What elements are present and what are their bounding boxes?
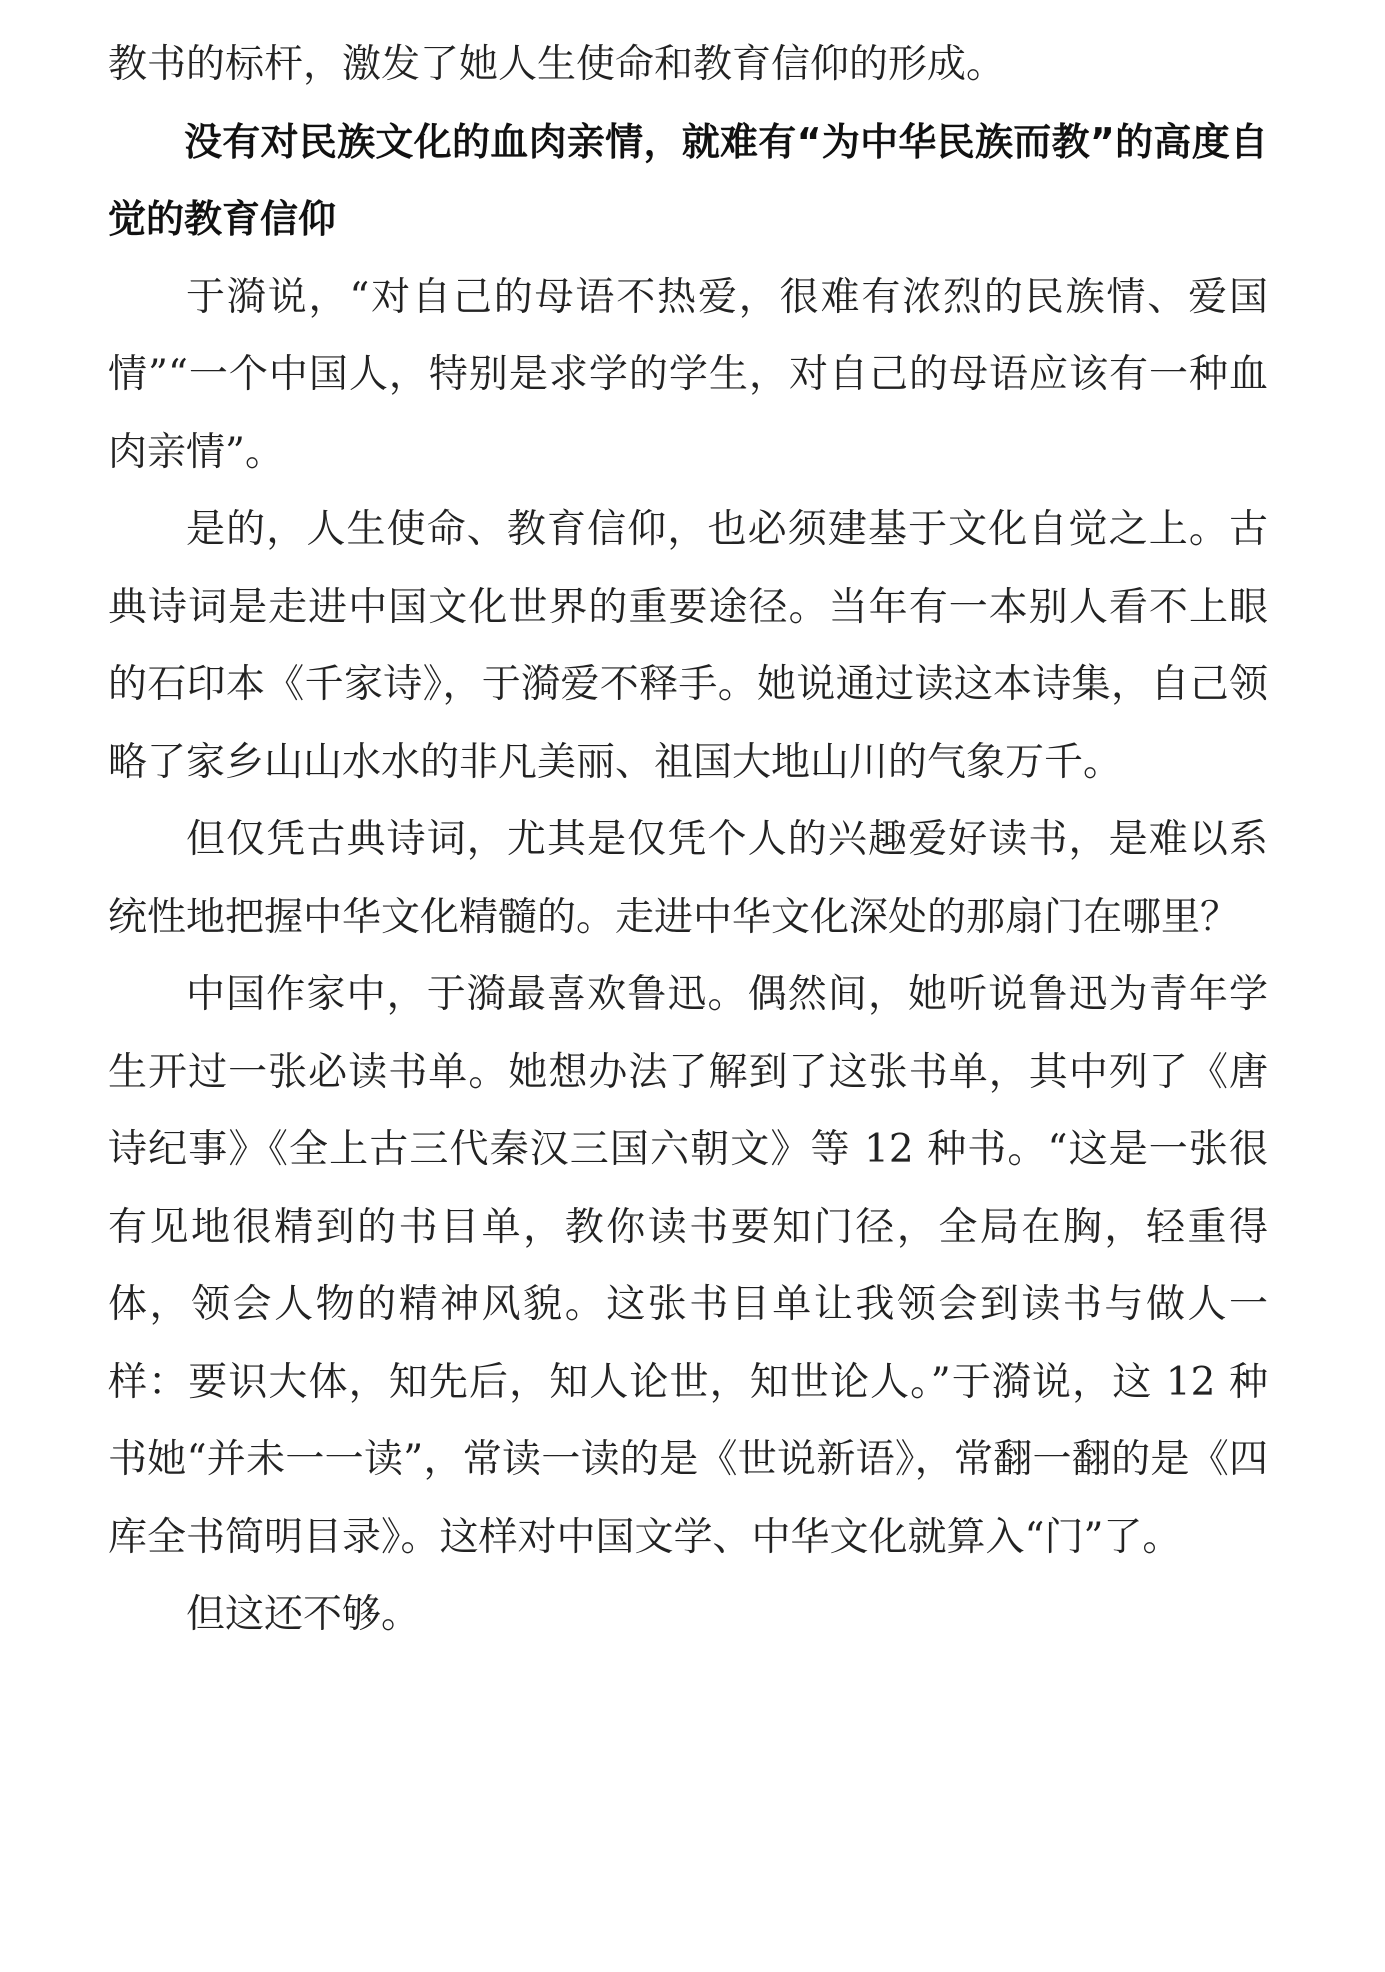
section-heading: 没有对民族文化的血肉亲情，就难有“为中华民族而教”的高度自觉的教育信仰 bbox=[108, 119, 1268, 241]
paragraph-classical-poetry: 是的，人生使命、教育信仰，也必须建基于文化自觉之上。古典诗词是走进中国文化世界的重要途径。当年有一本别人看不上眼的石印本《千家诗》，于漪爱不释手。她说通过读这本诗集，自己领略了家乡山山水水的非凡美丽、祖国大地山川的气象万千。 bbox=[108, 507, 1268, 785]
paragraph-mother-tongue-quote: 于漪说，“对自己的母语不热爱，很难有浓烈的民族情、爱国情”“一个中国人，特别是求学的学生，对自己的母语应该有一种血肉亲情”。 bbox=[108, 274, 1268, 475]
paragraph-lu-xun-booklist: 中国作家中，于漪最喜欢鲁迅。偶然间，她听说鲁迅为青年学生开过一张必读书单。她想办法了解到了这张书单，其中列了《唐诗纪事》《全上古三代秦汉三国六朝文》等 12 种书。“这是一张很有见地很精到的书目单，教你读书要知门径，全局在胸，轻重得体，领会人物的精神风貌。这张书目单让我领会到读书与做人一样：要识大体，知先后，知人论世，知世论人。”于漪说，这 12 种书她“并未一一读”，常读一读的是《世说新语》，常翻一翻的是《四库全书简明目录》。这样对中国文学、中华文化就算入“门”了。 bbox=[108, 972, 1268, 1560]
paragraph-question: 但仅凭古典诗词，尤其是仅凭个人的兴趣爱好读书，是难以系统性地把握中华文化精髓的。走进中华文化深处的那扇门在哪里？ bbox=[108, 817, 1268, 940]
paragraph-continuation: 教书的标杆，激发了她人生使命和教育信仰的形成。 bbox=[108, 42, 1006, 87]
paragraph-not-enough: 但这还不够。 bbox=[186, 1592, 421, 1637]
document-page bbox=[108, 26, 1268, 1654]
